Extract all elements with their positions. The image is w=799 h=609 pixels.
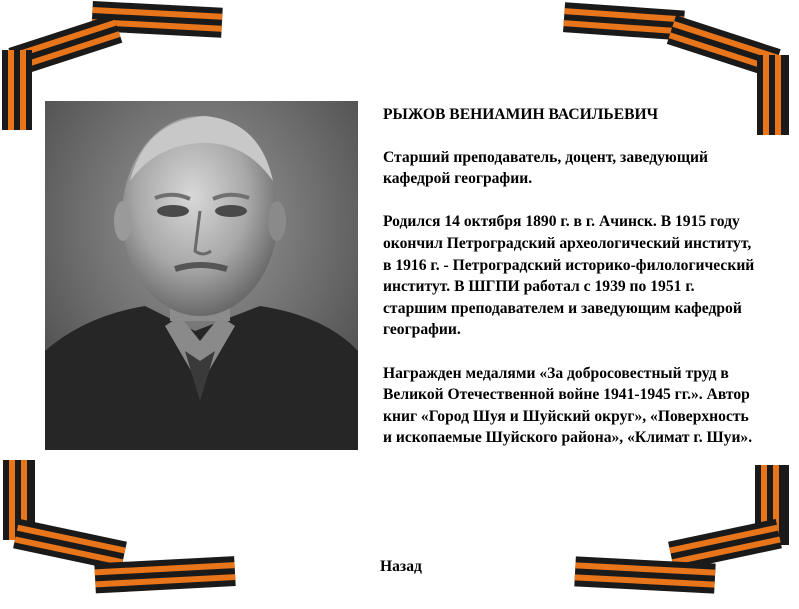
back-link[interactable]: Назад (380, 558, 422, 575)
portrait-photo (45, 101, 358, 450)
person-biography: Родился 14 октября 1890 г. в г. Ачинск. В 1915 году окончил Петроградский археологический институт, в 1916 г. - Петроградский историко-филологический институт. В ШГПИ работал с 1939 по 1951 г. старшим преподавателем и заведующим кафедрой географии. (383, 213, 755, 339)
st-george-ribbon-bottom-right (570, 460, 799, 609)
biography-block (383, 104, 755, 471)
person-awards: Награжден медалями «За добросовестный труд в Великой Отечественной войне 1941-1945 гг.». Автор книг «Город Шуя и Шуйский округ», «Поверхность и ископаемые Шуйского района», «Климат г. Шуи». (383, 364, 753, 447)
st-george-ribbon-bottom-left (0, 460, 240, 609)
person-position: Старший преподаватель, доцент, заведующий кафедрой географии. (383, 148, 708, 188)
person-name: РЫЖОВ ВЕНИАМИН ВАСИЛЬЕВИЧ (383, 106, 659, 123)
